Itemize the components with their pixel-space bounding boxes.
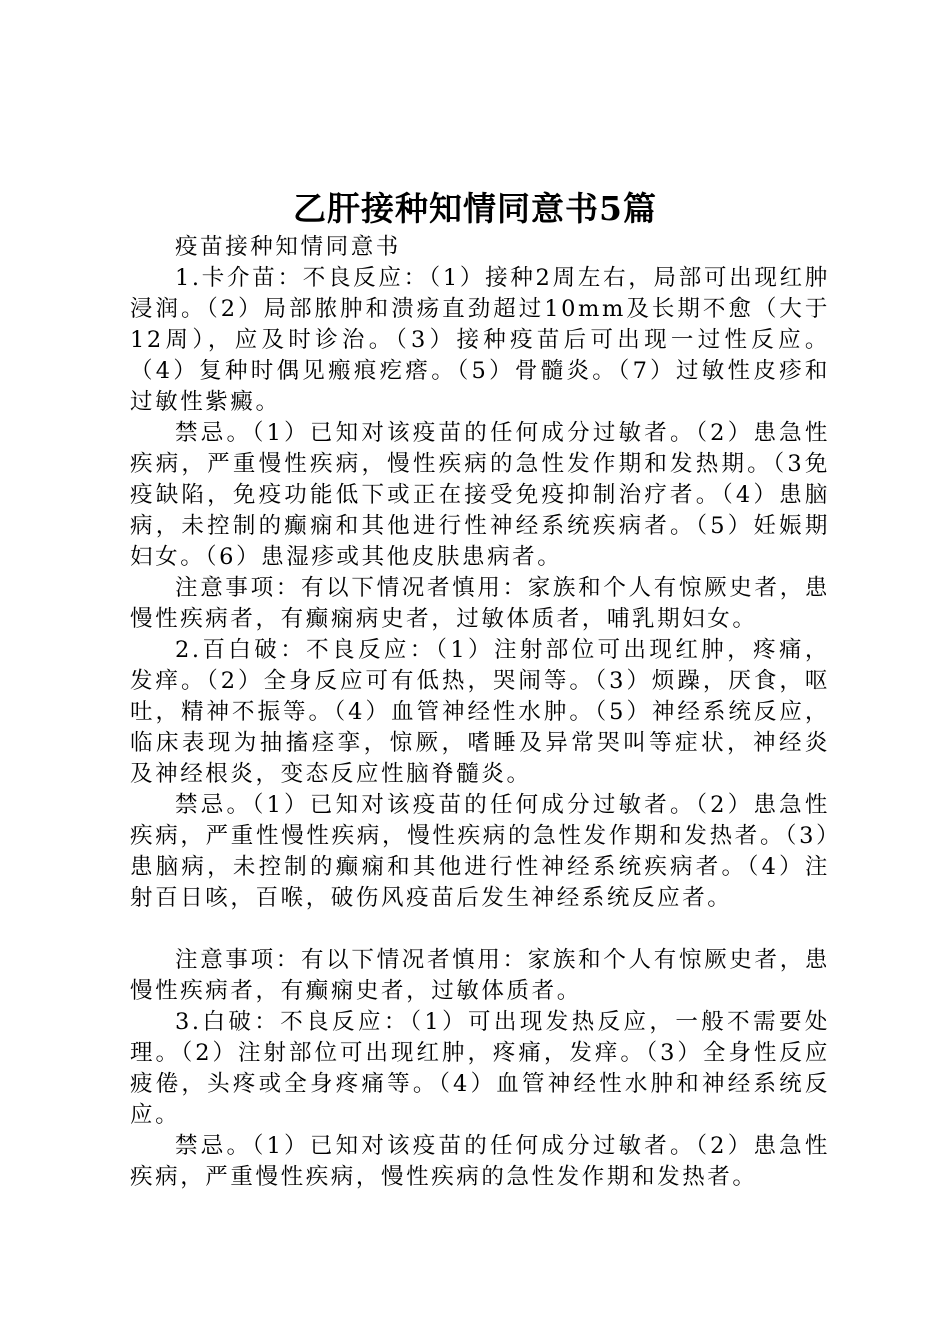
document-body [130,232,830,1193]
paragraph-dtp-contraindications: 禁忌。（1）已知对该疫苗的任何成分过敏者。（2）患急性疾病，严重性慢性疾病，慢性疾病的急性发作期和发热者。（3）患脑病，未控制的癫痫和其他进行性神经系统疾病者。（4）注射百日咳，百喉，破伤风疫苗后发生神经系统反应者。 [130,792,830,911]
paragraph-bcg-precautions: 注意事项：有以下情况者慎用：家族和个人有惊厥史者，患慢性疾病者，有癫痫病史者，过敏体质者，哺乳期妇女。 [130,575,830,632]
paragraph-spacer [130,914,830,945]
paragraph-dt-contraindications: 禁忌。（1）已知对该疫苗的任何成分过敏者。（2）患急性疾病，严重慢性疾病，慢性疾病的急性发作期和发热者。 [130,1133,830,1190]
document-title: 乙肝接种知情同意书5篇 [293,189,657,228]
paragraph-bcg-reactions: 1.卡介苗：不良反应：（1）接种2周左右，局部可出现红肿浸润。（2）局部脓肿和溃疡直劲超过10mm及长期不愈（大于12周），应及时诊治。（3）接种疫苗后可出现一过性反应。（4）复种时偶见瘢痕疙瘩。（5）骨髓炎。（7）过敏性皮疹和过敏性紫癜。 [130,265,830,415]
paragraph-subtitle: 疫苗接种知情同意书 [175,234,401,260]
paragraph-dtp-reactions: 2.百白破：不良反应：（1）注射部位可出现红肿，疼痛，发痒。（2）全身反应可有低热，哭闹等。（3）烦躁，厌食，呕吐，精神不振等。（4）血管神经性水肿。（5）神经系统反应，临床表现为抽搐痉挛，惊厥，嗜睡及异常哭叫等症状，神经炎及神经根炎，变态反应性脑脊髓炎。 [130,637,830,787]
paragraph-dt-reactions: 3.白破：不良反应：（1）可出现发热反应，一般不需要处理。（2）注射部位可出现红肿，疼痛，发痒。（3）全身性反应疲倦，头疼或全身疼痛等。（4）血管神经性水肿和神经系统反应。 [130,1009,830,1128]
paragraph-bcg-contraindications: 禁忌。（1）已知对该疫苗的任何成分过敏者。（2）患急性疾病，严重慢性疾病，慢性疾病的急性发作期和发热期。（3免疫缺陷，免疫功能低下或正在接受免疫抑制治疗者。（4）患脑病，未控制的癫痫和其他进行性神经系统疾病者。（5）妊娠期妇女。（6）患湿疹或其他皮肤患病者。 [130,420,830,570]
paragraph-dtp-precautions: 注意事项：有以下情况者慎用：家族和个人有惊厥史者，患慢性疾病者，有癫痫史者，过敏体质者。 [130,947,830,1004]
